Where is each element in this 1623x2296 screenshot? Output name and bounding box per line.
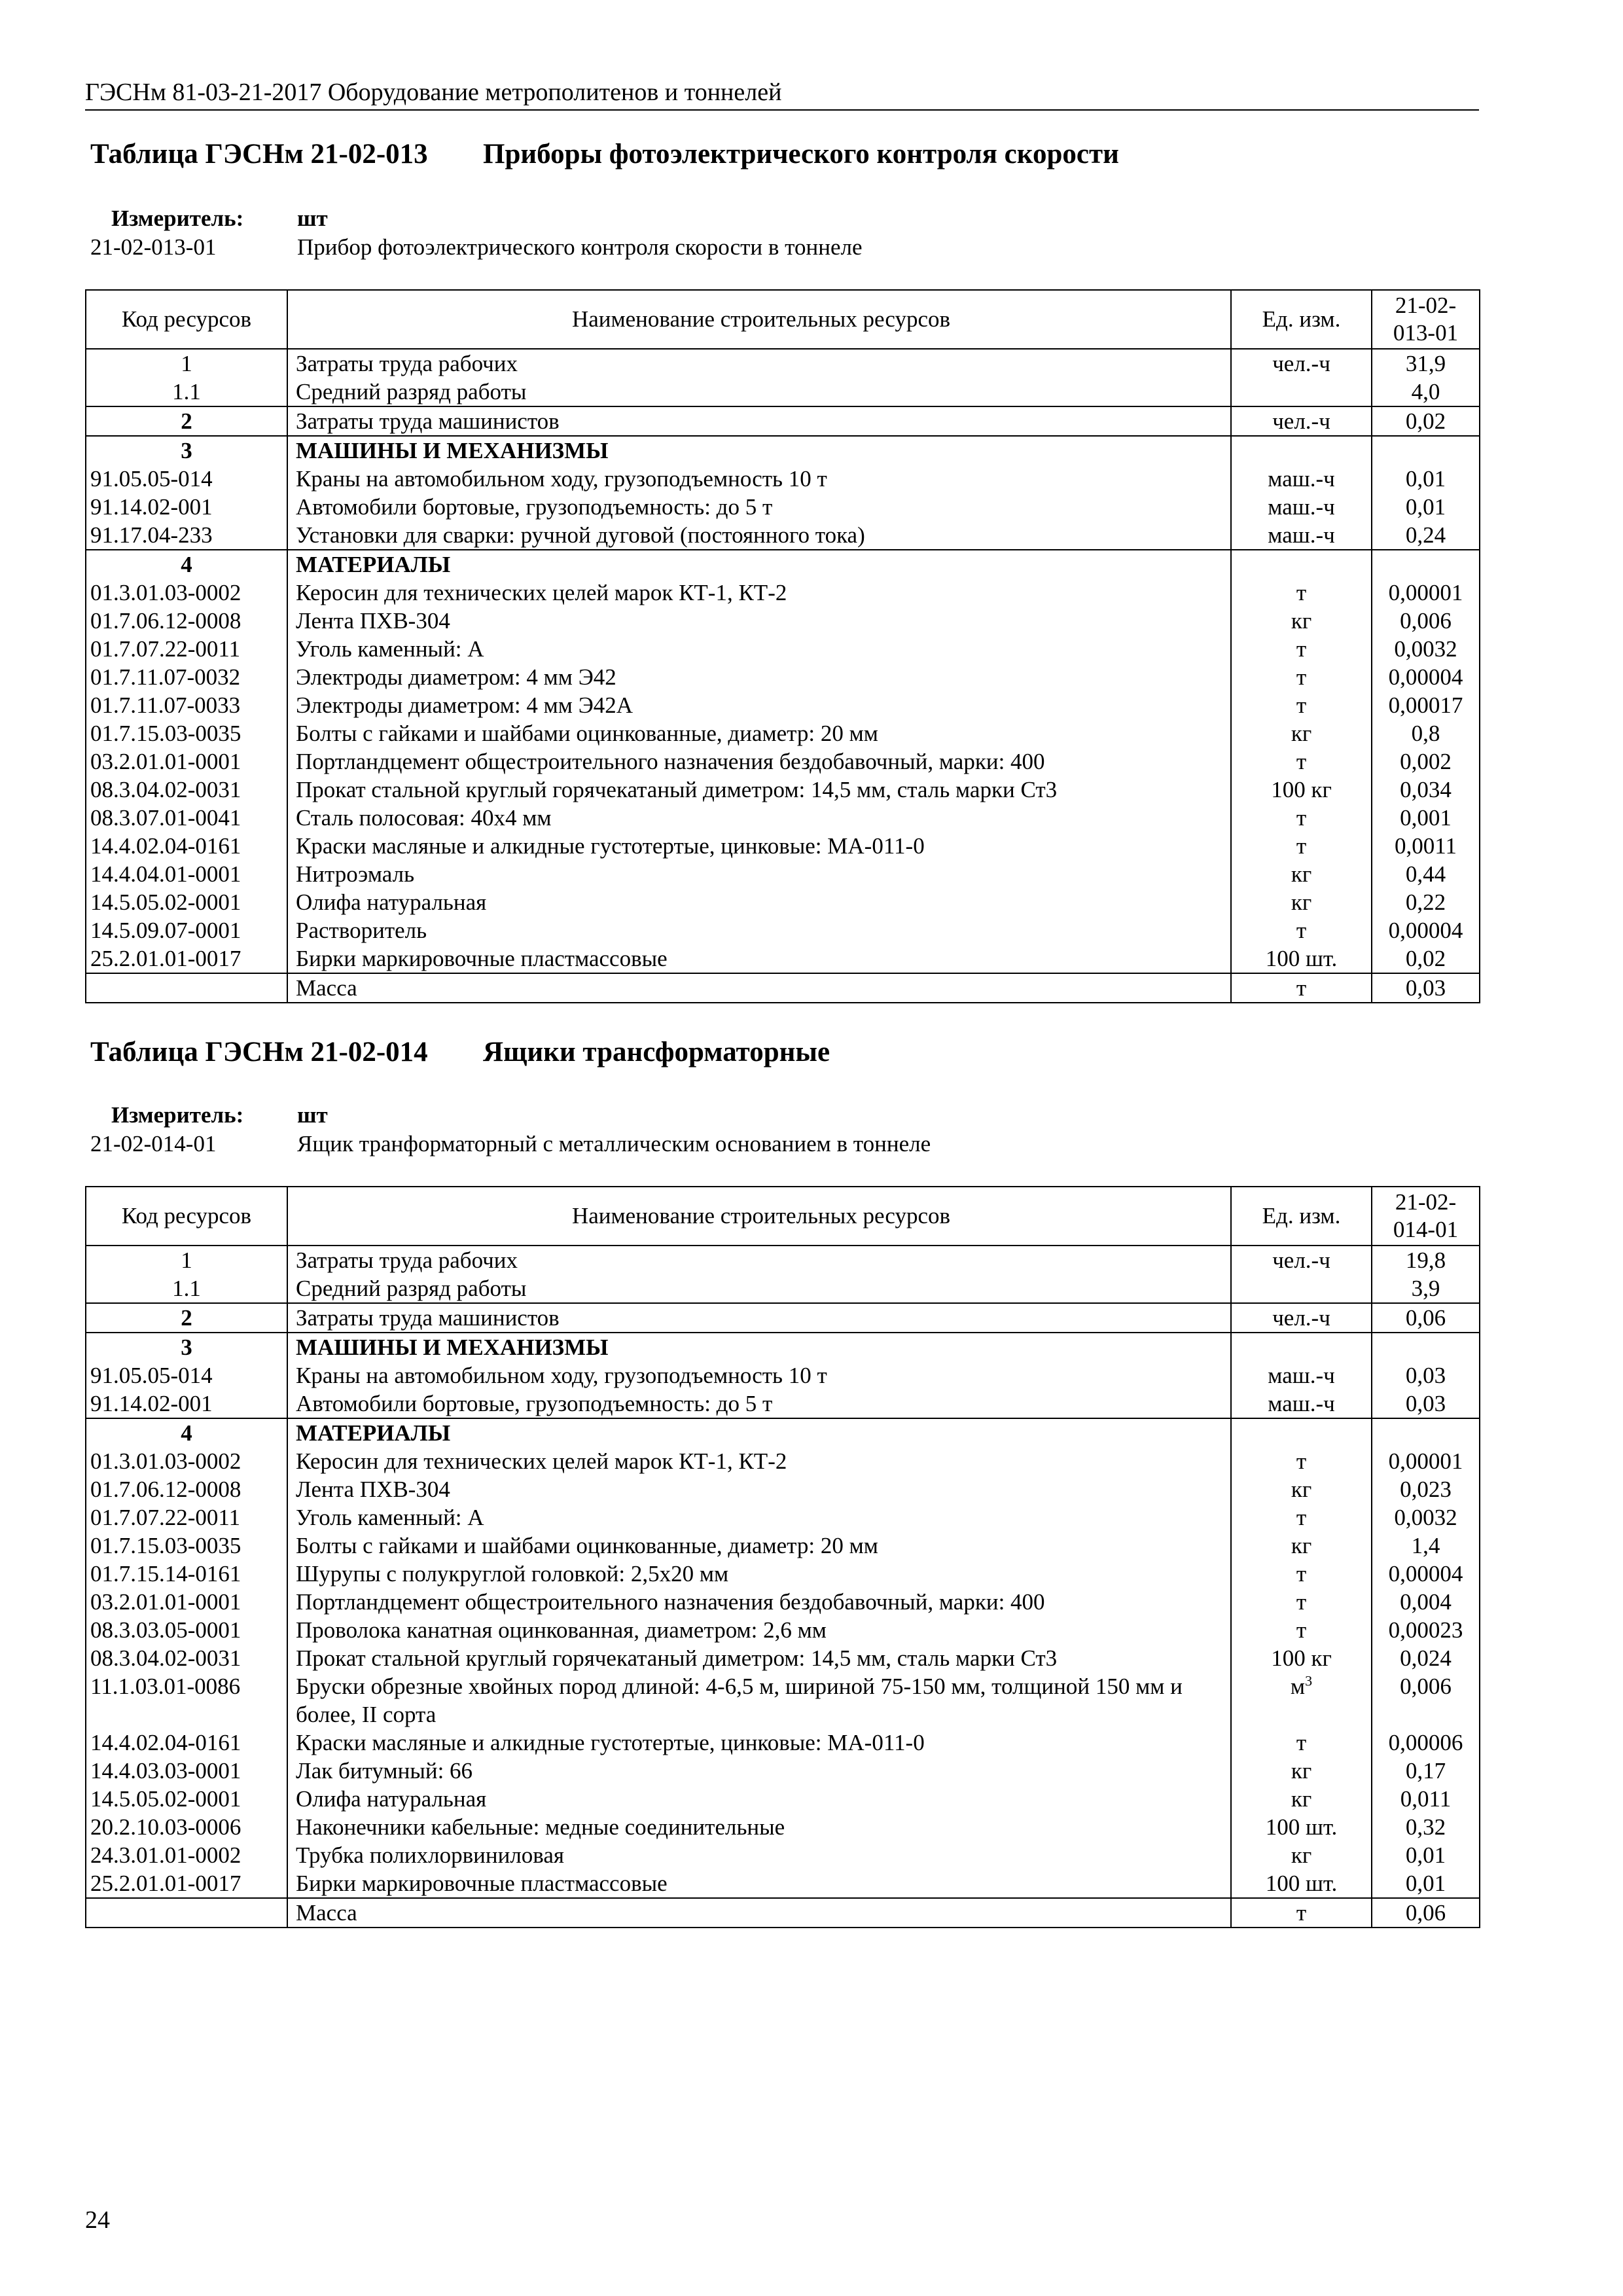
resource-code: 91.05.05-014 xyxy=(86,1361,287,1390)
mass-value: 0,06 xyxy=(1372,1898,1480,1928)
table-row xyxy=(86,579,1480,607)
resource-name: Затраты труда машинистов xyxy=(287,406,1231,436)
resource-name: МАТЕРИАЛЫ xyxy=(287,1418,1231,1447)
item-code: 21-02-013-01 xyxy=(90,234,217,260)
resource-name: Лента ПХВ-304 xyxy=(296,1477,450,1502)
resource-code: 14.4.03.03-0001 xyxy=(86,1757,287,1785)
table-row xyxy=(86,349,1480,378)
resource-value: 19,8 xyxy=(1372,1246,1480,1274)
table-row xyxy=(86,832,1480,860)
resource-unit xyxy=(1231,1418,1372,1447)
item-name: Прибор фотоэлектрического контроля скорости в тоннеле xyxy=(297,234,863,260)
table-row xyxy=(86,944,1480,973)
resource-value: 0,17 xyxy=(1372,1757,1480,1785)
resource-code: 01.7.15.03-0035 xyxy=(86,1532,287,1560)
resource-name: Бирки маркировочные пластмассовые xyxy=(296,1871,668,1896)
table-heading xyxy=(90,137,1484,171)
resource-value xyxy=(1372,1418,1480,1447)
meter-label: Измеритель: xyxy=(111,206,244,231)
resource-name: Электроды диаметром: 4 мм Э42 xyxy=(296,664,616,690)
resource-unit xyxy=(1231,1869,1372,1898)
table-row xyxy=(86,1532,1480,1560)
unit-text: т xyxy=(1296,805,1307,831)
resource-unit xyxy=(1231,1475,1372,1503)
resource-value: 0,44 xyxy=(1372,860,1480,888)
unit-text: кг xyxy=(1291,889,1312,915)
table-row xyxy=(86,1447,1480,1475)
unit-text: 100 кг xyxy=(1271,777,1332,802)
resource-value xyxy=(1372,1333,1480,1361)
resource-code: 2 xyxy=(86,1303,287,1333)
meter-label: Измеритель: xyxy=(111,1102,244,1128)
resource-unit xyxy=(1231,1390,1372,1418)
table-row xyxy=(86,888,1480,916)
table-row xyxy=(86,663,1480,691)
resource-value: 0,03 xyxy=(1372,1390,1480,1418)
resource-name: Растворитель xyxy=(296,918,427,943)
resource-code: 14.5.05.02-0001 xyxy=(86,1785,287,1813)
resource-value: 0,01 xyxy=(1372,493,1480,521)
resource-value: 0,0011 xyxy=(1372,832,1480,860)
resource-value: 31,9 xyxy=(1372,349,1480,378)
mass-row xyxy=(86,1898,1480,1928)
unit-text: чел.-ч xyxy=(1272,351,1330,376)
resource-value: 0,0032 xyxy=(1372,1503,1480,1532)
resource-name: Прокат стальной круглый горячекатаный диметром: 14,5 мм, сталь марки Ст3 xyxy=(296,777,1058,802)
unit-text: чел.-ч xyxy=(1272,408,1330,434)
table-row xyxy=(86,493,1480,521)
meter-value: шт xyxy=(297,1102,328,1128)
table-number: Таблица ГЭСНм 21-02-014 xyxy=(90,1037,428,1067)
resource-value: 4,0 xyxy=(1372,378,1480,406)
resource-name: Болты с гайками и шайбами оцинкованные, диаметр: 20 мм xyxy=(296,721,878,746)
table-row xyxy=(86,1869,1480,1898)
resource-name: Средний разряд работы xyxy=(296,1276,527,1301)
resource-code: 2 xyxy=(86,406,287,436)
resource-code: 01.7.06.12-0008 xyxy=(86,1475,287,1503)
resource-name: Краны на автомобильном ходу, грузоподъемность 10 т xyxy=(296,466,827,492)
running-header: ГЭСНм 81-03-21-2017 Оборудование метрополитенов и тоннелей xyxy=(85,77,1479,111)
resource-code: 01.7.06.12-0008 xyxy=(86,607,287,635)
resource-unit xyxy=(1231,1503,1372,1532)
resource-code: 24.3.01.01-0002 xyxy=(86,1841,287,1869)
resource-unit xyxy=(1231,1588,1372,1616)
resource-unit xyxy=(1231,1644,1372,1672)
resource-name: Уголь каменный: А xyxy=(296,1505,484,1530)
resource-value: 0,00001 xyxy=(1372,1447,1480,1475)
unit-text: чел.-ч xyxy=(1272,1305,1330,1331)
resource-value: 0,03 xyxy=(1372,1361,1480,1390)
resource-value: 0,02 xyxy=(1372,406,1480,436)
resource-name: МАТЕРИАЛЫ xyxy=(287,550,1231,579)
resource-unit xyxy=(1231,1361,1372,1390)
resource-code: 01.3.01.03-0002 xyxy=(86,579,287,607)
table-heading xyxy=(90,1035,1484,1069)
resource-name: Автомобили бортовые, грузоподъемность: до 5 т xyxy=(296,1391,773,1416)
resource-unit xyxy=(1231,406,1372,436)
mass-code xyxy=(86,973,287,1003)
unit-text: т xyxy=(1296,833,1307,859)
resource-value: 0,006 xyxy=(1372,1672,1480,1729)
resource-value: 0,02 xyxy=(1372,944,1480,973)
unit-text: маш.-ч xyxy=(1268,466,1335,492)
header-name: Наименование строительных ресурсов xyxy=(287,290,1231,349)
resource-name: Прокат стальной круглый горячекатаный диметром: 14,5 мм, сталь марки Ст3 xyxy=(296,1645,1058,1671)
resource-name: Олифа натуральная xyxy=(296,889,487,915)
unit-text: 100 шт. xyxy=(1265,1871,1338,1896)
mass-row xyxy=(86,973,1480,1003)
header-unit: Ед. изм. xyxy=(1231,290,1372,349)
resource-value: 0,034 xyxy=(1372,776,1480,804)
header-code: Код ресурсов xyxy=(86,1187,287,1246)
header-code: Код ресурсов xyxy=(86,290,287,349)
resource-code: 14.5.05.02-0001 xyxy=(86,888,287,916)
unit-text: т xyxy=(1296,692,1307,718)
table-row xyxy=(86,1729,1480,1757)
unit-text: кг xyxy=(1291,1842,1312,1868)
resource-unit xyxy=(1231,550,1372,579)
table-row xyxy=(86,1813,1480,1841)
resource-name: Средний разряд работы xyxy=(296,379,527,404)
resource-value: 0,00017 xyxy=(1372,691,1480,719)
resource-code: 01.3.01.03-0002 xyxy=(86,1447,287,1475)
resource-value: 0,8 xyxy=(1372,719,1480,747)
table-row xyxy=(86,1588,1480,1616)
resource-name: Нитроэмаль xyxy=(296,861,415,887)
resource-name: Керосин для технических целей марок КТ-1, КТ-2 xyxy=(296,580,787,605)
resource-value: 0,06 xyxy=(1372,1303,1480,1333)
resource-value: 0,011 xyxy=(1372,1785,1480,1813)
resource-name: Установки для сварки: ручной дуговой (постоянного тока) xyxy=(296,522,865,548)
table-row xyxy=(86,916,1480,944)
resource-unit xyxy=(1231,1246,1372,1274)
unit-text: чел.-ч xyxy=(1272,1247,1330,1273)
unit-text: маш.-ч xyxy=(1268,522,1335,548)
resource-unit xyxy=(1231,1274,1372,1303)
resource-name: Трубка полихлорвиниловая xyxy=(296,1842,565,1868)
unit-text: м xyxy=(1290,1674,1306,1699)
resource-name: Электроды диаметром: 4 мм Э42А xyxy=(296,692,633,718)
table-row xyxy=(86,378,1480,406)
resource-unit xyxy=(1231,378,1372,406)
resource-unit xyxy=(1231,1333,1372,1361)
unit-text: кг xyxy=(1291,1533,1312,1558)
resource-unit xyxy=(1231,465,1372,493)
unit-text: т xyxy=(1296,664,1307,690)
table-row xyxy=(86,550,1480,579)
resource-name: Уголь каменный: А xyxy=(296,636,484,662)
resource-name: Болты с гайками и шайбами оцинкованные, диаметр: 20 мм xyxy=(296,1533,878,1558)
resource-value: 0,002 xyxy=(1372,747,1480,776)
resource-code: 01.7.11.07-0033 xyxy=(86,691,287,719)
resource-unit xyxy=(1231,607,1372,635)
resource-unit xyxy=(1231,1785,1372,1813)
resource-unit xyxy=(1231,1560,1372,1588)
unit-text: т xyxy=(1296,580,1307,605)
unit-text: маш.-ч xyxy=(1268,1363,1335,1388)
resource-value: 0,00004 xyxy=(1372,916,1480,944)
table-row xyxy=(86,1841,1480,1869)
resource-code: 20.2.10.03-0006 xyxy=(86,1813,287,1841)
resource-value: 1,4 xyxy=(1372,1532,1480,1560)
mass-unit: т xyxy=(1231,973,1372,1003)
resource-code: 08.3.04.02-0031 xyxy=(86,776,287,804)
resource-unit xyxy=(1231,1729,1372,1757)
resource-unit xyxy=(1231,719,1372,747)
resource-name: Олифа натуральная xyxy=(296,1786,487,1812)
table-header-row xyxy=(86,290,1480,349)
resource-name: Бруски обрезные хвойных пород длиной: 4-6,5 м, шириной 75-150 мм, толщиной 150 мм и более, II сорта xyxy=(296,1674,1183,1727)
table-row xyxy=(86,1616,1480,1644)
resource-code: 25.2.01.01-0017 xyxy=(86,1869,287,1898)
resource-unit xyxy=(1231,1303,1372,1333)
resource-value: 0,01 xyxy=(1372,465,1480,493)
resource-unit xyxy=(1231,635,1372,663)
resource-code: 14.4.04.01-0001 xyxy=(86,860,287,888)
resource-code: 25.2.01.01-0017 xyxy=(86,944,287,973)
resource-name: Проволока канатная оцинкованная, диаметром: 2,6 мм xyxy=(296,1617,827,1643)
resource-value: 0,01 xyxy=(1372,1869,1480,1898)
table-row xyxy=(86,1785,1480,1813)
resource-code: 01.7.15.14-0161 xyxy=(86,1560,287,1588)
item-code: 21-02-014-01 xyxy=(90,1131,217,1157)
unit-text: кг xyxy=(1291,1477,1312,1502)
resource-code: 1 xyxy=(86,1246,287,1274)
mass-unit: т xyxy=(1231,1898,1372,1928)
resource-code: 91.17.04-233 xyxy=(86,521,287,550)
resource-name: Портландцемент общестроительного назначения бездобавочный, марки: 400 xyxy=(296,749,1045,774)
table-row xyxy=(86,1246,1480,1274)
header-column-code: 21-02-014-01 xyxy=(1372,1187,1480,1246)
page-number: 24 xyxy=(85,2206,110,2234)
header-column-code: 21-02-013-01 xyxy=(1372,290,1480,349)
resource-unit xyxy=(1231,1672,1372,1729)
unit-text: 100 шт. xyxy=(1265,946,1338,971)
table-row xyxy=(86,1644,1480,1672)
resource-value: 0,004 xyxy=(1372,1588,1480,1616)
table-row xyxy=(86,406,1480,436)
resource-code: 01.7.07.22-0011 xyxy=(86,1503,287,1532)
resource-name: Наконечники кабельные: медные соединительные xyxy=(296,1814,785,1840)
unit-text: 100 кг xyxy=(1271,1645,1332,1671)
resource-value: 0,0032 xyxy=(1372,635,1480,663)
resource-unit xyxy=(1231,888,1372,916)
table-row xyxy=(86,436,1480,465)
table-title: Приборы фотоэлектрического контроля скорости xyxy=(483,139,1119,170)
table-number: Таблица ГЭСНм 21-02-013 xyxy=(90,139,428,170)
resource-value: 0,32 xyxy=(1372,1813,1480,1841)
resource-unit xyxy=(1231,1757,1372,1785)
resource-code: 1.1 xyxy=(86,378,287,406)
resource-table xyxy=(85,1186,1480,1928)
meter-block xyxy=(90,204,1484,262)
resource-code: 08.3.07.01-0041 xyxy=(86,804,287,832)
resource-value xyxy=(1372,550,1480,579)
resource-value xyxy=(1372,436,1480,465)
unit-text: т xyxy=(1296,749,1307,774)
resource-unit xyxy=(1231,1841,1372,1869)
unit-text: 100 шт. xyxy=(1265,1814,1338,1840)
resource-code: 91.14.02-001 xyxy=(86,1390,287,1418)
table-row xyxy=(86,1560,1480,1588)
table-row xyxy=(86,521,1480,550)
resource-code: 14.5.09.07-0001 xyxy=(86,916,287,944)
resource-unit xyxy=(1231,349,1372,378)
resource-name: Портландцемент общестроительного назначения бездобавочный, марки: 400 xyxy=(296,1589,1045,1615)
table-row xyxy=(86,635,1480,663)
resource-name: Сталь полосовая: 40х4 мм xyxy=(296,805,552,831)
table-row xyxy=(86,691,1480,719)
unit-text: т xyxy=(1296,1561,1307,1587)
table-row xyxy=(86,1274,1480,1303)
table-row xyxy=(86,1475,1480,1503)
resource-unit xyxy=(1231,521,1372,550)
table-row xyxy=(86,860,1480,888)
resource-name: Затраты труда рабочих xyxy=(287,349,1231,378)
resource-unit xyxy=(1231,691,1372,719)
table-row xyxy=(86,776,1480,804)
resource-value: 3,9 xyxy=(1372,1274,1480,1303)
resource-value: 0,24 xyxy=(1372,521,1480,550)
table-row xyxy=(86,804,1480,832)
resource-name: Краны на автомобильном ходу, грузоподъемность 10 т xyxy=(296,1363,827,1388)
table-row xyxy=(86,1503,1480,1532)
resource-value: 0,00004 xyxy=(1372,663,1480,691)
resource-unit xyxy=(1231,860,1372,888)
unit-text: маш.-ч xyxy=(1268,494,1335,520)
unit-text: маш.-ч xyxy=(1268,1391,1335,1416)
resource-unit xyxy=(1231,1813,1372,1841)
resource-code: 08.3.03.05-0001 xyxy=(86,1616,287,1644)
resource-name: Краски масляные и алкидные густотертые, цинковые: МА-011-0 xyxy=(296,1730,925,1755)
resource-value: 0,023 xyxy=(1372,1475,1480,1503)
resource-value: 0,00023 xyxy=(1372,1616,1480,1644)
resource-code: 1 xyxy=(86,349,287,378)
header-unit: Ед. изм. xyxy=(1231,1187,1372,1246)
resource-unit xyxy=(1231,1616,1372,1644)
meter-block xyxy=(90,1101,1484,1158)
unit-text: т xyxy=(1296,636,1307,662)
resource-code: 3 xyxy=(86,1333,287,1361)
resource-value: 0,00001 xyxy=(1372,579,1480,607)
resource-name: Шурупы с полукруглой головкой: 2,5х20 мм xyxy=(296,1561,729,1587)
resource-code: 08.3.04.02-0031 xyxy=(86,1644,287,1672)
table-row xyxy=(86,1333,1480,1361)
unit-text: кг xyxy=(1291,861,1312,887)
resource-unit xyxy=(1231,493,1372,521)
unit-text: кг xyxy=(1291,1758,1312,1784)
meter-value: шт xyxy=(297,206,328,231)
unit-text: т xyxy=(1296,1448,1307,1474)
item-name: Ящик транформаторный с металлическим основанием в тоннеле xyxy=(297,1131,931,1157)
resource-unit xyxy=(1231,663,1372,691)
resource-unit xyxy=(1231,916,1372,944)
mass-code xyxy=(86,1898,287,1928)
unit-text: т xyxy=(1296,1617,1307,1643)
resource-code: 91.14.02-001 xyxy=(86,493,287,521)
table-row xyxy=(86,1390,1480,1418)
table-row xyxy=(86,607,1480,635)
table-header-row xyxy=(86,1187,1480,1246)
resource-name: Затраты труда машинистов xyxy=(287,1303,1231,1333)
unit-text: кг xyxy=(1291,721,1312,746)
resource-code: 14.4.02.04-0161 xyxy=(86,832,287,860)
resource-value: 0,00006 xyxy=(1372,1729,1480,1757)
resource-unit xyxy=(1231,944,1372,973)
resource-name: МАШИНЫ И МЕХАНИЗМЫ xyxy=(287,1333,1231,1361)
table-row xyxy=(86,1672,1480,1729)
resource-unit xyxy=(1231,1447,1372,1475)
resource-unit xyxy=(1231,804,1372,832)
unit-text: т xyxy=(1296,918,1307,943)
resource-code: 03.2.01.01-0001 xyxy=(86,747,287,776)
resource-name: Затраты труда рабочих xyxy=(287,1246,1231,1274)
table-row xyxy=(86,1361,1480,1390)
resource-code: 01.7.07.22-0011 xyxy=(86,635,287,663)
mass-name: Масса xyxy=(287,973,1231,1003)
unit-superscript: 3 xyxy=(1305,1672,1313,1689)
resource-code: 11.1.03.01-0086 xyxy=(86,1672,287,1729)
table-row xyxy=(86,465,1480,493)
resource-code: 3 xyxy=(86,436,287,465)
resource-code: 01.7.15.03-0035 xyxy=(86,719,287,747)
resource-unit xyxy=(1231,1532,1372,1560)
mass-value: 0,03 xyxy=(1372,973,1480,1003)
table-row xyxy=(86,1418,1480,1447)
resource-code: 01.7.11.07-0032 xyxy=(86,663,287,691)
unit-text: т xyxy=(1296,1589,1307,1615)
resource-name: Бирки маркировочные пластмассовые xyxy=(296,946,668,971)
resource-unit xyxy=(1231,747,1372,776)
resource-unit xyxy=(1231,579,1372,607)
resource-value: 0,22 xyxy=(1372,888,1480,916)
resource-value: 0,006 xyxy=(1372,607,1480,635)
unit-text: кг xyxy=(1291,608,1312,634)
unit-text: т xyxy=(1296,1730,1307,1755)
resource-name: МАШИНЫ И МЕХАНИЗМЫ xyxy=(287,436,1231,465)
resource-name: Лак битумный: 66 xyxy=(296,1758,473,1784)
resource-name: Автомобили бортовые, грузоподъемность: до 5 т xyxy=(296,494,773,520)
resource-code: 4 xyxy=(86,550,287,579)
resource-unit xyxy=(1231,832,1372,860)
resource-table xyxy=(85,289,1480,1003)
table-title: Ящики трансформаторные xyxy=(483,1037,830,1067)
header-name: Наименование строительных ресурсов xyxy=(287,1187,1231,1246)
resource-value: 0,001 xyxy=(1372,804,1480,832)
resource-name: Керосин для технических целей марок КТ-1, КТ-2 xyxy=(296,1448,787,1474)
resource-name: Лента ПХВ-304 xyxy=(296,608,450,634)
resource-name: Краски масляные и алкидные густотертые, цинковые: МА-011-0 xyxy=(296,833,925,859)
resource-code: 14.4.02.04-0161 xyxy=(86,1729,287,1757)
unit-text: кг xyxy=(1291,1786,1312,1812)
unit-text: т xyxy=(1296,1505,1307,1530)
resource-value: 0,01 xyxy=(1372,1841,1480,1869)
resource-code: 91.05.05-014 xyxy=(86,465,287,493)
resource-code: 1.1 xyxy=(86,1274,287,1303)
resource-code: 03.2.01.01-0001 xyxy=(86,1588,287,1616)
resource-unit xyxy=(1231,776,1372,804)
mass-name: Масса xyxy=(287,1898,1231,1928)
resource-unit xyxy=(1231,436,1372,465)
table-row xyxy=(86,747,1480,776)
table-row xyxy=(86,1303,1480,1333)
table-row xyxy=(86,1757,1480,1785)
resource-value: 0,024 xyxy=(1372,1644,1480,1672)
table-row xyxy=(86,719,1480,747)
resource-code: 4 xyxy=(86,1418,287,1447)
resource-value: 0,00004 xyxy=(1372,1560,1480,1588)
